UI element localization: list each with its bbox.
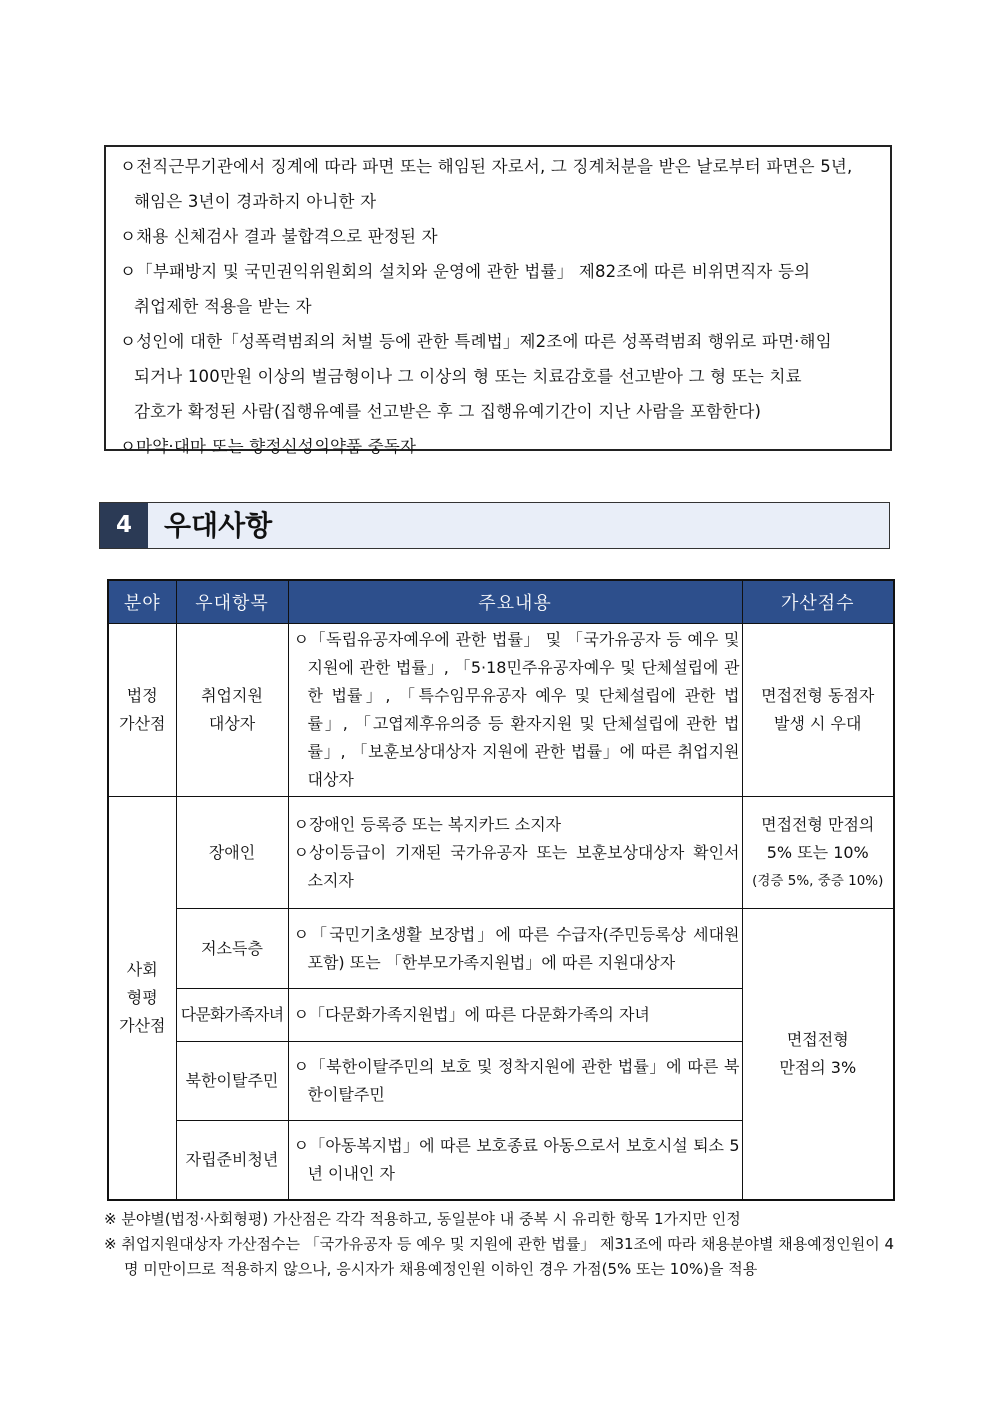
- item-north-korean-defector: 북한이탈주민: [176, 1042, 288, 1121]
- item-employment-support: 취업지원 대상자: [176, 624, 288, 797]
- box-line: 해임은 3년이 경과하지 아니한 자: [134, 192, 377, 211]
- section-heading: [99, 502, 890, 549]
- content-cell: [288, 1121, 742, 1200]
- item-disabled: 장애인: [176, 797, 288, 909]
- section-number: 4: [100, 503, 148, 548]
- field-legal: 법정 가산점: [108, 624, 176, 797]
- header-item: 우대항목: [176, 580, 288, 624]
- footnote: ※ 취업지원대상자 가산점수는 「국가유공자 등 예우 및 지원에 관한 법률」 제31조에 따라 채용분야별 채용예정인원이 4명 미만이므로 적용하지 않으나, 응시자가 채용예정인원 이하인 경우 가점(5% 또는 10%)을 적용: [104, 1235, 895, 1278]
- box-line: 감호가 확정된 사람(집행유예를 선고받은 후 그 집행유예기간이 지난 사람을 포함한다): [134, 402, 762, 421]
- header-field: 분야: [108, 580, 176, 624]
- content-text: ㅇ「북한이탈주민의 보호 및 정착지원에 관한 법률」에 따른 북한이탈주민: [293, 1057, 740, 1104]
- score-cell: [742, 797, 894, 909]
- header-content: 주요내용: [288, 580, 742, 624]
- box-line: ㅇ마약·대마 또는 향정신성의약품 중독자: [120, 437, 417, 456]
- disqualification-box: [104, 145, 892, 456]
- content-cell: [288, 624, 742, 797]
- content-text: ㅇ「아동복지법」에 따른 보호종료 아동으로서 보호시설 퇴소 5년 이내인 자: [293, 1135, 740, 1183]
- content-cell: [288, 1042, 742, 1121]
- score-main: 면접전형 만점의 5% 또는 10%: [761, 814, 875, 862]
- table-row: [108, 909, 894, 989]
- footnote: ※ 분야별(법정·사회형평) 가산점은 각각 적용하고, 동일분야 내 중복 시 유리한 항목 1가지만 인정: [104, 1210, 741, 1228]
- content-text: ㅇ「독립유공자예우에 관한 법률」 및 「국가유공자 등 예우 및 지원에 관한 법률」, 「5·18민주유공자예우 및 단체설립에 관한 법률」, 「특수임무유공자 예우 및 단체설립에 관한 법률」, 「고엽제후유의증 등 환자지원 및 단체설립에 관한 법률」, 「보훈보상대상자 지원에 관한 법률」에 따른 취업지원 대상자: [293, 630, 740, 789]
- content-text: ㅇ「국민기초생활 보장법」에 따른 수급자(주민등록상 세대원 포함) 또는 「한부모가족지원법」에 따른 지원대상자: [293, 924, 740, 972]
- box-line: 되거나 100만원 이상의 벌금형이나 그 이상의 형 또는 치료감호를 선고받아 그 형 또는 치료: [134, 367, 802, 386]
- score-cell: 면접전형 동점자 발생 시 우대: [742, 624, 894, 797]
- box-line: ㅇ전직근무기관에서 징계에 따라 파면 또는 해임된 자로서, 그 징계처분을 받은 날로부터 파면은 5년,: [120, 157, 853, 176]
- header-score: 가산점수: [742, 580, 894, 624]
- field-social: 사회 형평 가산점: [108, 797, 176, 1200]
- preference-table: [107, 579, 895, 1201]
- footnotes: [104, 1207, 894, 1282]
- content-text: ㅇ장애인 등록증 또는 복지카드 소지자: [293, 814, 562, 834]
- item-low-income: 저소득층: [176, 909, 288, 989]
- content-text: ㅇ상이등급이 기재된 국가유공자 또는 보훈보상대상자 확인서 소지자: [293, 842, 740, 890]
- section-title: 우대사항: [164, 509, 273, 542]
- box-line: ㅇ성인에 대한「성폭력범죄의 처벌 등에 관한 특례법」제2조에 따른 성폭력범죄 행위로 파면·해임: [120, 332, 832, 351]
- table-header-row: [108, 580, 894, 624]
- box-line: 취업제한 적용을 받는 자: [134, 297, 312, 316]
- box-line: ㅇ채용 신체검사 결과 불합격으로 판정된 자: [120, 227, 438, 246]
- score-cell-shared: 면접전형 만점의 3%: [742, 909, 894, 1200]
- content-cell: [288, 797, 742, 909]
- content-cell: [288, 909, 742, 989]
- item-youth-independence: 자립준비청년: [176, 1121, 288, 1200]
- content-text: ㅇ「다문화가족지원법」에 따른 다문화가족의 자녀: [293, 1005, 650, 1024]
- content-cell: [288, 989, 742, 1042]
- box-line: ㅇ「부패방지 및 국민권익위원회의 설치와 운영에 관한 법률」 제82조에 따른 비위면직자 등의: [120, 262, 811, 281]
- score-sub: (경증 5%, 중증 10%): [752, 872, 884, 889]
- item-multicultural: 다문화가족자녀: [176, 989, 288, 1042]
- table-row: [108, 797, 894, 909]
- table-row: [108, 624, 894, 797]
